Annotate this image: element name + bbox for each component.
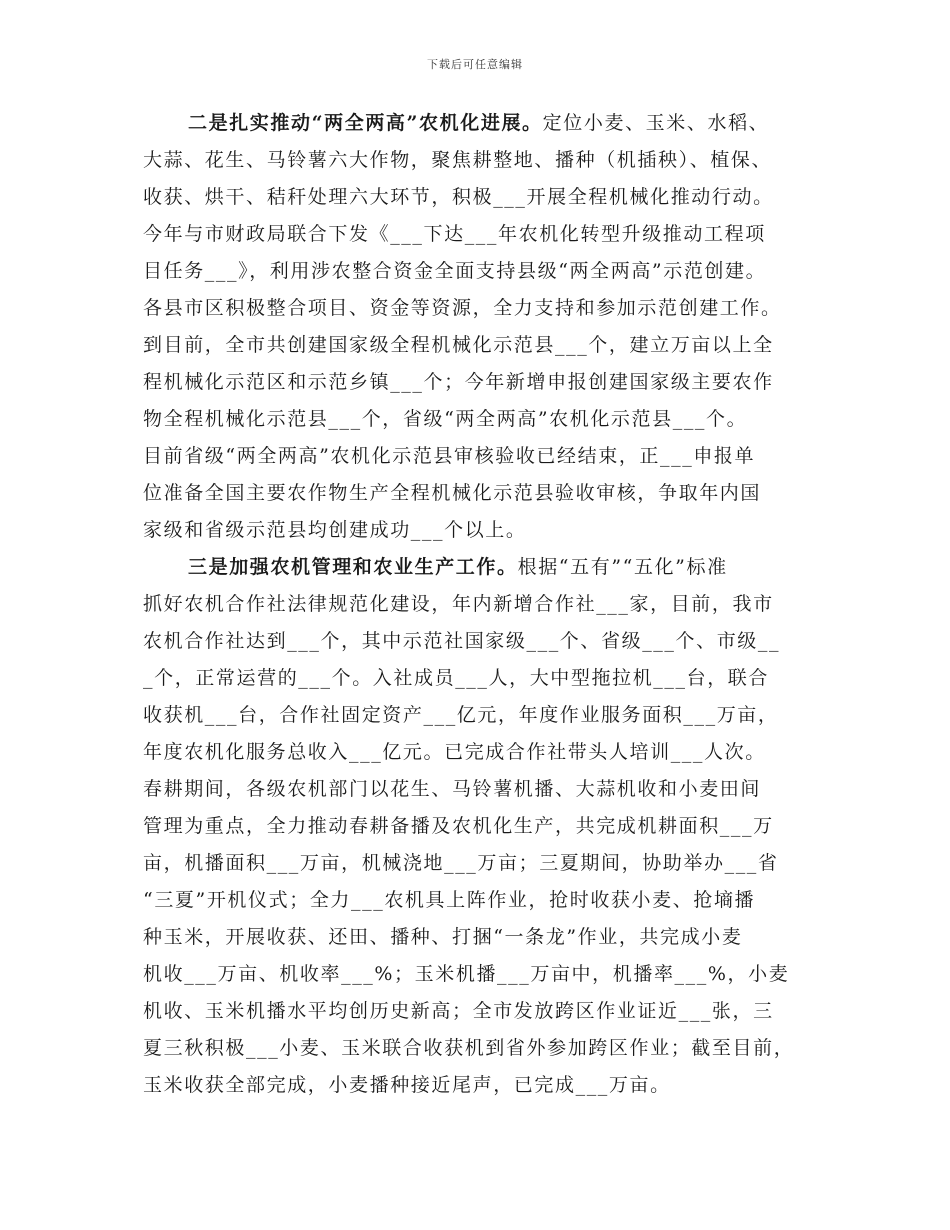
paragraph-1-line: 目任务___》，利用涉农整合资金全面支持县级“两全两高”示范创建。 (143, 260, 767, 282)
paragraph-1-line: 今年与市财政局联合下发《___下达___年农机化转型升级推动工程项 (143, 223, 766, 245)
paragraph-1-line: 大蒜、花生、马铃薯六大作物，聚焦耕整地、播种（机插秧）、植保、 (143, 149, 773, 171)
paragraph-1-line: 定位小麦、玉米、水稻、 (542, 112, 770, 134)
paragraph-2-line: 农机合作社达到___个，其中示范社国家级___个、省级___个、市级__ (143, 630, 781, 652)
paragraph-2-line: 年度农机化服务总收入___亿元。已完成合作社带头人培训___人次。 (143, 741, 766, 763)
paragraph-2-line: 管理为重点，全力推动春耕备播及农机化生产，共完成机耕面积___万 (143, 815, 774, 837)
paragraph-1-line: 位准备全国主要农作物生产全程机械化示范县验收审核，争取年内国 (143, 482, 762, 504)
paragraph-1-line: 到目前，全市共创建国家级全程机械化示范县___个，建立万亩以上全 (143, 334, 774, 356)
paragraph-2-line: 夏三秋积极___小麦、玉米联合收获机到省外参加跨区作业；截至目前， (143, 1037, 795, 1059)
document-body (143, 105, 823, 1104)
paragraph-2-first-line (143, 549, 823, 586)
paragraph-1-line: 各县市区积极整合项目、资金等资源，全力支持和参加示范创建工作。 (143, 297, 782, 319)
paragraph-2-line: 亩，机播面积___万亩，机械浇地___万亩；三夏期间，协助举办___省 (143, 852, 779, 874)
paragraph-2-line: 春耕期间，各级农机部门以花生、马铃薯机播、大蒜机收和小麦田间 (143, 778, 762, 800)
paragraph-2-line: 根据“五有”“五化”标准 (517, 556, 728, 578)
paragraph-2-line: _个，正常运营的___个。入社成员___人，大中型拖拉机___台，联合 (143, 667, 770, 689)
paragraph-2-line: “三夏”开机仪式；全力___农机具上阵作业，抢时收获小麦、抢墒播 (143, 889, 756, 911)
paragraph-2-line: 玉米收获全部完成，小麦播种接近尾声，已完成___万亩。 (143, 1074, 671, 1096)
paragraph-2-line: 收获机___台，合作社固定资产___亿元，年度作业服务面积___万亩， (143, 704, 779, 726)
paragraph-1-line: 收获、烘干、秸秆处理六大环节，积极___开展全程机械化推动行动。 (143, 186, 774, 208)
paragraph-1-line: 物全程机械化示范县___个，省级“两全两高”农机化示范县___个。 (143, 408, 748, 430)
paragraph-2-line: 机收___万亩、机收率___%；玉米机播___万亩中，机播率___%，小麦 (143, 963, 790, 985)
paragraph-1-first-line (143, 105, 823, 142)
paragraph-1-lead: 二是扎实推动“两全两高”农机化进展。 (188, 112, 543, 134)
paragraph-1-line: 目前省级“两全两高”农机化示范县审核验收已经结束，正___申报单 (143, 445, 756, 467)
paragraph-2-lead: 三是加强农机管理和农业生产工作。 (188, 556, 518, 578)
page-header: 下载后可任意编辑 (427, 58, 523, 71)
paragraph-1-line: 程机械化示范区和示范乡镇___个；今年新增申报创建国家级主要农作 (143, 371, 774, 393)
paragraph-1-line: 家级和省级示范县均创建成功___个以上。 (143, 519, 527, 541)
paragraph-2-line: 种玉米，开展收获、还田、播种、打捆“一条龙”作业，共完成小麦 (143, 926, 743, 948)
paragraph-2-line: 机收、玉米机播水平均创历史新高；全市发放跨区作业证近___张，三 (143, 1000, 774, 1022)
paragraph-2-line: 抓好农机合作社法律规范化建设，年内新增合作社___家，目前，我市 (143, 593, 774, 615)
